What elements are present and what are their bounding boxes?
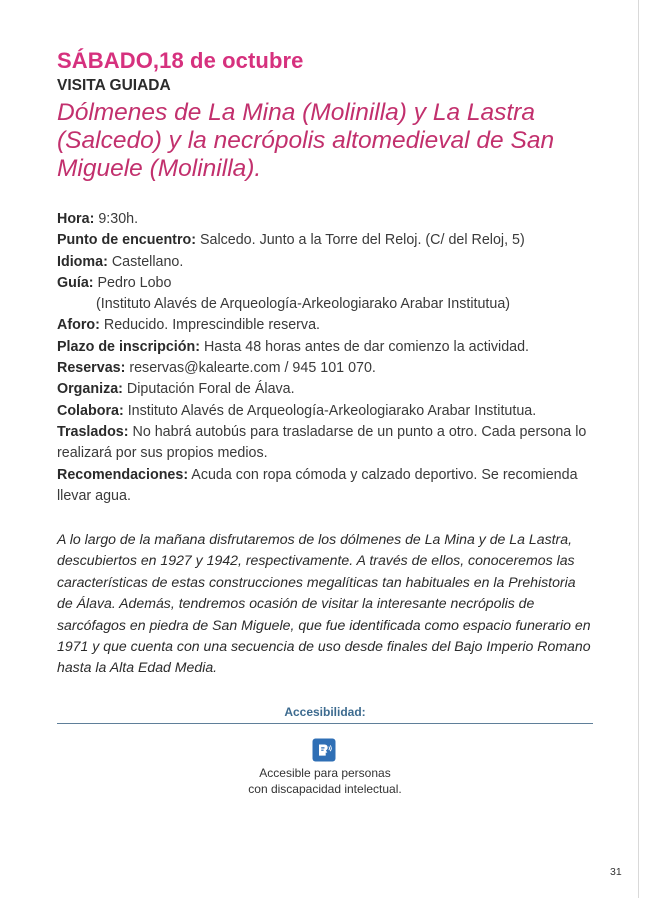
detail-label: Guía: <box>57 274 94 291</box>
detail-label: Idioma: <box>57 253 108 270</box>
event-date: SÁBADO,18 de octubre <box>57 48 304 73</box>
detail-value: Acuda con ropa cómoda y calzado deportivo. Se recomienda llevar agua. <box>57 466 578 504</box>
detail-label: Aforo: <box>57 317 100 334</box>
event-description: A lo largo de la mañana disfrutaremos de los dólmenes de La Mina y de La Lastra, descubiertos en 1927 y 1942, respectivamente. A través de ellos, conoceremos las características de estas construcciones megalíticas tan habituales en la Prehistoria de Álava. Además, tendremos ocasión de visitar la interesante necrópolis de sarcófagos en piedra de San Miguele, que fue identificada como espacio funerario en 1971 y que cuenta con una secuencia de uso desde finales del Bajo Imperio Romano hasta la Alta Edad Media. <box>57 531 591 676</box>
detail-label: Organiza: <box>57 381 123 398</box>
detail-idioma <box>57 252 602 273</box>
detail-label: Plazo de inscripción: <box>57 338 200 355</box>
event-title: Dólmenes de La Mina (Molinilla) y La Lastra (Salcedo) y la necrópolis altomedieval de San Miguele (Molinilla). <box>57 99 555 182</box>
detail-traslados <box>57 422 602 465</box>
detail-recomendaciones <box>57 465 602 508</box>
detail-hora <box>57 209 602 230</box>
detail-label: Punto de encuentro: <box>57 232 196 249</box>
detail-value: Castellano. <box>107 253 184 270</box>
page-number: 31 <box>610 866 622 878</box>
detail-plazo <box>57 337 602 358</box>
event-kind: VISITA GUIADA <box>57 77 171 94</box>
detail-guia-affiliation: (Instituto Alavés de Arqueología-Arkeologiarako Arabar Institutua) <box>96 296 511 313</box>
accessibility-divider <box>57 723 593 724</box>
detail-colabora <box>57 401 602 422</box>
detail-value: Diputación Foral de Álava. <box>122 381 295 398</box>
page-edge-rule <box>638 0 639 898</box>
detail-value: Salcedo. Junto a la Torre del Reloj. (C/ del Reloj, 5) <box>196 232 525 249</box>
accessibility-heading: Accesibilidad: <box>284 705 366 719</box>
accessibility-line-1: Accesible para personas <box>259 766 391 780</box>
detail-label: Recomendaciones: <box>57 466 189 483</box>
detail-label: Reservas: <box>57 360 126 377</box>
detail-value: reservas@kalearte.com / 945 101 070. <box>125 360 376 377</box>
accessibility-line-2: con discapacidad intelectual. <box>248 781 402 796</box>
detail-label: Traslados: <box>57 423 129 440</box>
detail-value: Instituto Alavés de Arqueología-Arkeologiarako Arabar Institutua. <box>123 402 537 419</box>
accessibility-text <box>57 766 593 797</box>
detail-aforo <box>57 315 602 336</box>
detail-value: Reducido. Imprescindible reserva. <box>99 317 321 334</box>
event-details <box>57 209 602 507</box>
detail-label: Colabora: <box>57 402 124 419</box>
detail-value: 9:30h. <box>94 211 139 227</box>
detail-organiza <box>57 379 602 400</box>
detail-label: Hora: <box>57 211 95 227</box>
detail-reservas <box>57 358 602 379</box>
detail-value: No habrá autobús para trasladarse de un punto a otro. Cada persona lo realizará por sus propios medios. <box>57 423 587 462</box>
detail-value: Hasta 48 horas antes de dar comienzo la actividad. <box>200 338 530 355</box>
detail-guia <box>57 273 602 294</box>
detail-value: Pedro Lobo <box>93 274 172 291</box>
accessible-cognitive-icon <box>312 738 336 762</box>
detail-punto <box>57 230 602 251</box>
